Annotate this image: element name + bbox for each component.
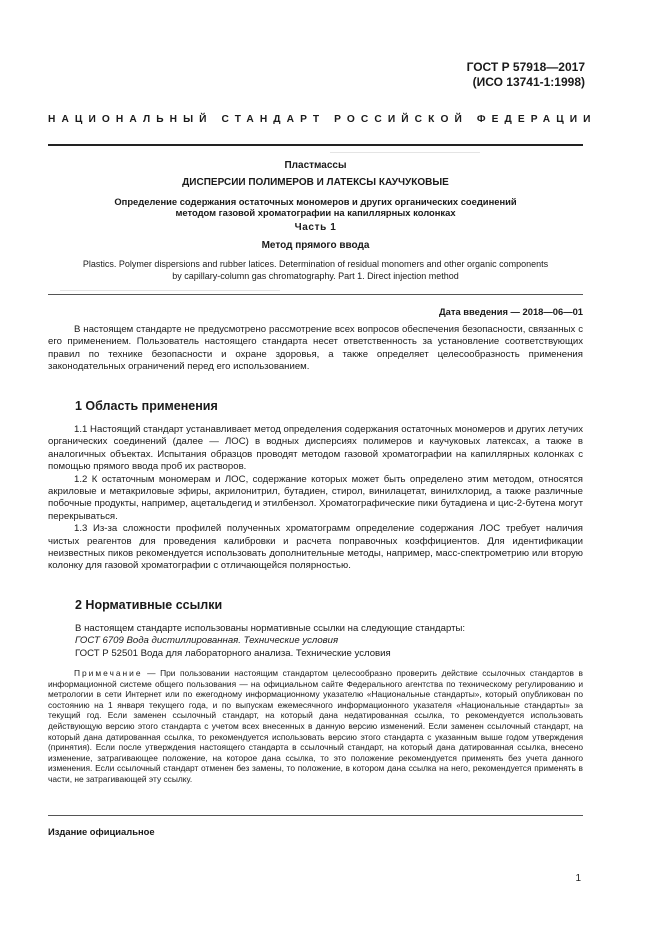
- english-title-line: Plastics. Polymer dispersions and rubber latices. Determination of residual monomers and other organic components: [82, 259, 549, 269]
- clause-1-1: 1.1 Настоящий стандарт устанавливает метод определения содержания остаточных мономеров и других летучих органических соединений (далее — ЛОС) в водных дисперсиях полимеров и каучуковых латексах, а также в аналогичных объектах. Испытания образцов проводят методом газовой хроматографии на капиллярных колонках с помощью прямого ввода проб их растворов.: [48, 424, 583, 473]
- section-1-body: [48, 424, 583, 573]
- section-1-heading: 1 Область применения: [75, 399, 218, 413]
- note-paragraph: [48, 668, 583, 785]
- iso-reference: (ИСО 13741-1:1998): [472, 75, 585, 89]
- clause-1-3: 1.3 Из-за сложности профилей полученных хроматограмм определение содержания ЛОС требует наличия чистых реагентов для проведения калибровки и расчета поправочных коэффициентов. Для идентификации неизвестных пиков рекомендуется использовать дополнительные методы, например, масс-спектрометрию или вторую колонку для газовой хроматографии с отличающейся полярностью.: [48, 523, 583, 572]
- title-subtitle: [48, 196, 583, 218]
- note-label: Примечание: [74, 668, 143, 678]
- clause-1-2: 1.2 К остаточным мономерам и ЛОС, содержание которых может быть определено этим методом, относятся акриловые и метакриловые эфиры, акрилонитрил, бутадиен, стирол, винилацетат, винилхлорид, а также различные побочные продукты, например, ацетальдегид и этилбензол. Хроматографические пики бутадиена и цис-2-бутена могут перекрываться.: [48, 473, 583, 522]
- note-block: [48, 668, 583, 785]
- reference-gost-r-52501: ГОСТ Р 52501 Вода для лабораторного анализа. Технические условия: [75, 647, 391, 659]
- preamble: [48, 324, 583, 374]
- standard-number: ГОСТ Р 57918—2017: [466, 60, 585, 74]
- national-standard-title: НАЦИОНАЛЬНЫЙ СТАНДАРТ РОССИЙСКОЙ ФЕДЕРАЦИИ: [48, 114, 597, 125]
- note-text: — При пользовании настоящим стандартом целесообразно проверить действие ссылочных стандартов в информационной системе общего пользования — на официальном сайте Федерального агентства по техническому регулированию и метрологии в сети Интернет или по ежегодному информационному указателю «Национальные стандарты», который опубликован по состоянию на 1 января текущего года, и по выпускам ежемесячного информационного указателя «Национальные стандарты» за текущий год. Если заменен ссылочный стандарт, на который дана недатированная ссылка, то рекомендуется использовать действующую версию этого стандарта с учетом всех внесенных в данную версию изменений. Если заменен ссылочный стандарт, на который дана датированная ссылка, то рекомендуется использовать версию этого стандарта с указанным выше годом утверждения (принятия). Если после утверждения настоящего стандарта в ссылочный стандарт, на который дана датированная ссылка, внесено изменение, затрагивающее положение, на которое дана ссылка, то это положение рекомендуется применять без учета данного изменения. Если ссылочный стандарт отменен без замены, то положение, в котором дана ссылка на него, рекомендуется применять в части, не затрагивающей эту ссылку.: [48, 668, 583, 784]
- page-number: 1: [575, 873, 581, 884]
- scan-artifact: [330, 152, 480, 153]
- section-2-heading: 2 Нормативные ссылки: [75, 598, 223, 612]
- title-divider: [48, 294, 583, 295]
- section-2-body: [75, 623, 583, 660]
- official-edition-label: Издание официальное: [48, 826, 155, 837]
- title-method: Метод прямого ввода: [261, 240, 370, 251]
- references-intro: В настоящем стандарте использованы нормативные ссылки на следующие стандарты:: [75, 623, 466, 634]
- reference-gost-6709: ГОСТ 6709 Вода дистиллированная. Технические условия: [75, 635, 339, 647]
- subtitle-line: методом газовой хроматографии на капиллярных колонках: [175, 207, 456, 218]
- title-part: Часть 1: [294, 222, 337, 233]
- footer-divider: [48, 815, 583, 816]
- preamble-paragraph: В настоящем стандарте не предусмотрено рассмотрение всех вопросов обеспечения безопасности, связанных с его применением. Пользователь настоящего стандарта несет ответственность за установление соответствующих правил по технике безопасности и охране здоровья, а также определяет целесообразность применения законодательных ограничений перед его использованием.: [48, 324, 583, 373]
- standard-identifier: [467, 60, 585, 90]
- scan-artifact: [60, 290, 280, 291]
- title-group: Пластмассы: [284, 160, 347, 171]
- english-title: [48, 259, 583, 282]
- header-divider: [48, 144, 583, 146]
- subtitle-line: Определение содержания остаточных мономеров и других органических соединений: [114, 196, 517, 207]
- introduction-date: Дата введения — 2018—06—01: [438, 306, 583, 317]
- title-main: ДИСПЕРСИИ ПОЛИМЕРОВ И ЛАТЕКСЫ КАУЧУКОВЫЕ: [182, 177, 449, 188]
- english-title-line: by capillary-column gas chromatography. Part 1. Direct injection method: [172, 270, 459, 281]
